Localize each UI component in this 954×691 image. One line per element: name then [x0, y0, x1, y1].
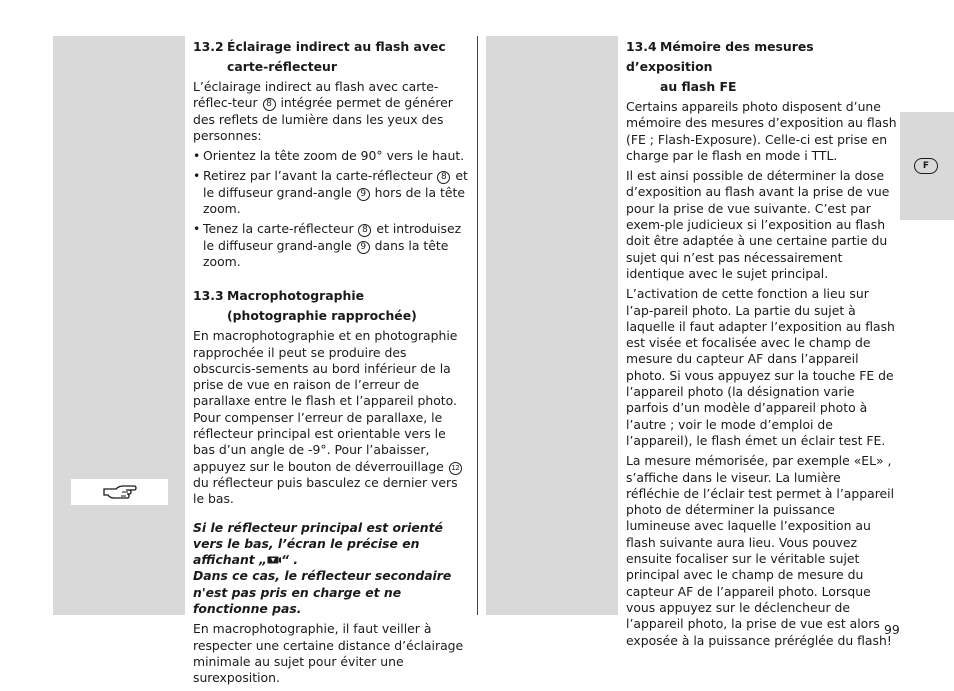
- paragraph: [193, 328, 471, 507]
- section-heading-13-4: [626, 37, 898, 97]
- list-text: [203, 221, 471, 270]
- section-number: 13.3: [193, 288, 224, 304]
- list-text: Orientez la tête zoom de 90° vers le haut.: [203, 148, 465, 164]
- reflector-down-icon: [267, 555, 281, 565]
- middle-margin-bar: [486, 36, 618, 615]
- text: L’éclairage indirect au flash avec carte-réflec-teur: [193, 79, 439, 111]
- list-item: [193, 148, 471, 164]
- paragraph: La mesure mémorisée, par exemple «EL» , s’affiche dans le viseur. La lumière réfléchie de l’éclair test permet à l’appareil photo de déterminer la puissance lumineuse avec laquelle l’exposition au flash suivante aura lieu. Vous pouvez ensuite focaliser sur le véritable sujet principal avec le champ de mesure du capteur AF de l’appareil photo. Lorsque vous appuyez sur le déclencheur de l’appareil photo, la prise de vue est alors exposée à la puissance préréglée du flash!: [626, 453, 895, 648]
- list-item: [193, 168, 471, 217]
- right-column: [626, 37, 898, 653]
- section-title-cont: au flash FE: [660, 79, 737, 94]
- paragraph: L’activation de cette fonction a lieu sur l’ap-pareil photo. La partie du sujet à laquelle il faut adapter l’exposition au flash est visée et focalisée avec le champ de mesure du capteur AF dans l’appareil photo. Si vous appuyez sur la touche FE de l’appareil photo (la désignation varie parfois d’un modèle d’appareil photo à l’autre ; voir le mode d’emploi de l’appareil), le flash émet un éclair test FE.: [626, 286, 895, 448]
- text: et introduisez le diffuseur grand-angle: [203, 221, 462, 253]
- text: En macrophotographie et en photographie rapprochée il peut se produire des obscurcis-sements au bord inférieur de la prise de vue en raison de l’erreur de parallaxe entre le flash et l’appareil photo. Pour compenser l’erreur de parallaxe, le réflecteur principal est orientable vers le bas d’un angle de -9°. Pour l’abaisser, appuyez sur le bouton de déverrouillage: [193, 328, 458, 474]
- section-title: Mémoire des mesures d’exposition: [626, 39, 814, 74]
- text: dans la tête zoom.: [203, 237, 449, 269]
- list-item: [193, 221, 471, 270]
- section-heading-13-3: [193, 286, 471, 326]
- paragraph: En macrophotographie, il faut veiller à respecter une certaine distance d’éclairage minimale au sujet pour éviter une surexposition.: [193, 621, 464, 686]
- text: Si le réflecteur principal est orienté vers le bas, l’écran le précise en affichant „: [193, 519, 443, 568]
- text: du réflecteur puis basculez ce dernier vers le bas.: [193, 474, 458, 507]
- language-badge: F: [914, 158, 938, 174]
- text: hors de la tête zoom.: [203, 184, 465, 217]
- column-divider: [477, 36, 478, 615]
- section-title-cont: (photographie rapprochée): [227, 308, 417, 324]
- left-margin-bar: [53, 36, 185, 615]
- note-marker: [71, 479, 168, 505]
- text: Dans ce cas, le réflecteur secondaire n'est pas pris en charge et ne fonctionne pas.: [193, 568, 452, 617]
- paragraph: Certains appareils photo disposent d’une mémoire des mesures d’exposition au flash (FE ; Flash-Exposure). Celle-ci est prise en charge par le flash en mode i TTL.: [626, 99, 897, 163]
- text: et le diffuseur grand-angle: [203, 168, 468, 200]
- text: “ .: [281, 552, 299, 568]
- pointing-hand-icon: [102, 483, 138, 501]
- section-number: 13.4: [626, 39, 657, 54]
- ref-12-icon: 12: [449, 462, 462, 475]
- note-text: [193, 520, 471, 618]
- ref-9-icon: 9: [357, 241, 370, 254]
- section-title: Macrophotographie: [227, 288, 364, 304]
- bullet-icon: •: [193, 221, 201, 237]
- ref-8-icon: 8: [437, 171, 450, 184]
- text: intégrée permet de générer des reflets de lumière dans les yeux des personnes:: [193, 95, 453, 143]
- page-number: 99: [884, 622, 900, 637]
- section-title: Éclairage indirect au flash avec: [227, 39, 446, 54]
- ref-8-icon: 8: [358, 224, 371, 237]
- bullet-icon: •: [193, 148, 201, 164]
- section-title-cont: carte-réflecteur: [227, 59, 337, 74]
- paragraph: [193, 79, 471, 144]
- left-column: [193, 37, 471, 691]
- text: Tenez la carte-réflecteur: [203, 221, 358, 237]
- bullet-icon: •: [193, 168, 201, 184]
- ref-9-icon: 9: [357, 188, 370, 201]
- list-text: [203, 168, 471, 217]
- paragraph: Il est ainsi possible de déterminer la dose d’exposition au flash avant la prise de vue pour la prise de vue suivante. C’est par exem-ple judicieux si l’exposition au flash doit être adaptée à une certaine partie du sujet qui n’est pas nécessairement identique avec le sujet principal.: [626, 168, 890, 281]
- text: Retirez par l’avant la carte-réflecteur: [203, 168, 437, 184]
- section-heading-13-2: [193, 37, 471, 77]
- ref-8-icon: 8: [263, 98, 276, 111]
- section-number: 13.2: [193, 39, 224, 54]
